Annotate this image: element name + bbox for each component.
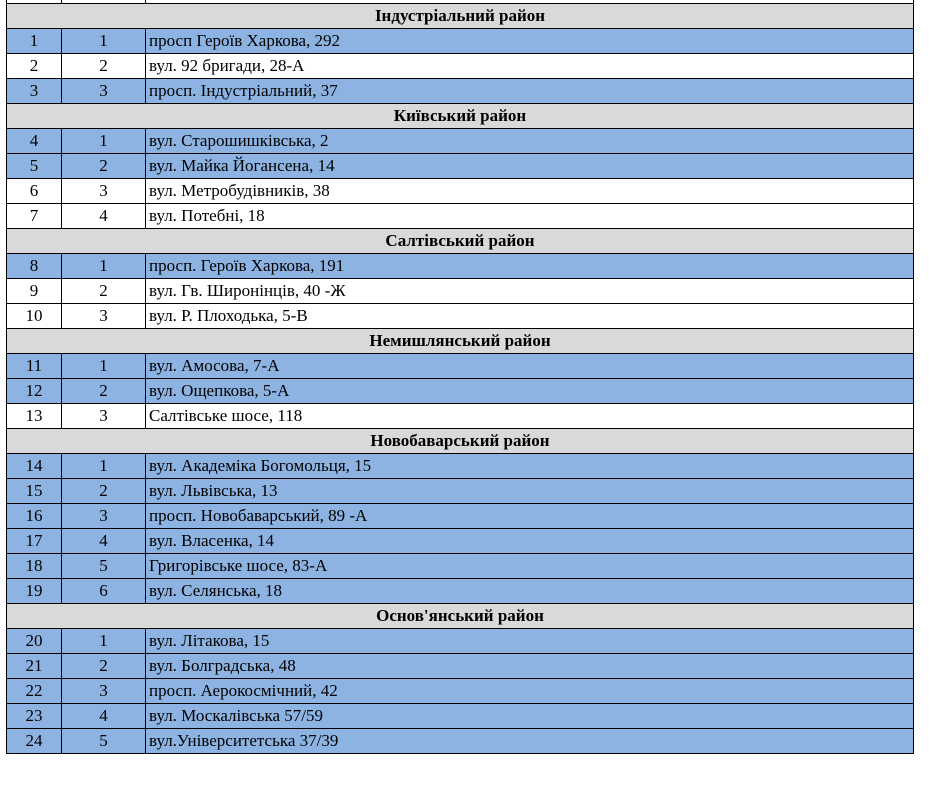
table-row [7,629,914,654]
row-number: 17 [7,529,62,554]
row-number: 20 [7,629,62,654]
address-cell: вул. Ощепкова, 5-А [146,379,914,404]
row-number: 12 [7,379,62,404]
district-index: 2 [62,654,146,679]
address-cell: просп Героїв Харкова, 292 [146,29,914,54]
district-index: 3 [62,304,146,329]
district-index: 2 [62,479,146,504]
row-number: 24 [7,729,62,754]
table-row [7,179,914,204]
row-number: 7 [7,204,62,229]
address-table-body [7,0,914,754]
address-cell: вул. Болградська, 48 [146,654,914,679]
row-number: 5 [7,154,62,179]
row-number: 10 [7,304,62,329]
district-index: 1 [62,629,146,654]
row-number: 3 [7,79,62,104]
row-number: 15 [7,479,62,504]
address-cell: вул. Селянська, 18 [146,579,914,604]
district-index: 4 [62,204,146,229]
table-row [7,554,914,579]
row-number: 13 [7,404,62,429]
table-row [7,654,914,679]
table-row [7,129,914,154]
address-table [6,0,914,754]
table-row [7,679,914,704]
address-cell: вул.Університетська 37/39 [146,729,914,754]
table-row [7,479,914,504]
district-header-row [7,104,914,129]
row-number: 21 [7,654,62,679]
row-number: 11 [7,354,62,379]
address-cell: просп. Індустріальний, 37 [146,79,914,104]
district-index: 4 [62,529,146,554]
district-index: 3 [62,679,146,704]
row-number: 18 [7,554,62,579]
address-cell: Салтівське шосе, 118 [146,404,914,429]
table-row [7,254,914,279]
district-index: 1 [62,29,146,54]
table-row [7,79,914,104]
district-header-row [7,4,914,29]
district-index: 5 [62,729,146,754]
row-number: 14 [7,454,62,479]
address-cell: вул. Гв. Широнінців, 40 -Ж [146,279,914,304]
address-cell: вул. Метробудівників, 38 [146,179,914,204]
district-name: Київський район [7,104,914,129]
table-row [7,154,914,179]
district-name: Новобаварський район [7,429,914,454]
district-index: 1 [62,129,146,154]
district-header-row [7,329,914,354]
table-row [7,29,914,54]
table-row [7,304,914,329]
row-number: 1 [7,29,62,54]
address-cell: вул. Старошишківська, 2 [146,129,914,154]
table-row [7,354,914,379]
district-index: 5 [62,554,146,579]
district-name: Основ'янський район [7,604,914,629]
district-index: 3 [62,404,146,429]
address-cell: вул. 92 бригади, 28-А [146,54,914,79]
district-index: 2 [62,154,146,179]
row-number: 23 [7,704,62,729]
address-cell: вул. Амосова, 7-А [146,354,914,379]
district-index: 3 [62,179,146,204]
table-row [7,379,914,404]
row-number: 19 [7,579,62,604]
district-index: 1 [62,454,146,479]
district-name: Салтівський район [7,229,914,254]
address-table-sheet [6,0,913,754]
row-number: 9 [7,279,62,304]
table-row [7,404,914,429]
table-row [7,529,914,554]
address-cell: вул. Потебні, 18 [146,204,914,229]
district-name: Індустріальний район [7,4,914,29]
address-cell: просп. Героїв Харкова, 191 [146,254,914,279]
district-index: 3 [62,79,146,104]
row-number: 16 [7,504,62,529]
district-index: 1 [62,354,146,379]
row-number: 4 [7,129,62,154]
district-header-row [7,229,914,254]
district-index: 2 [62,54,146,79]
district-header-row [7,429,914,454]
address-cell: вул. Р. Плоходька, 5-В [146,304,914,329]
row-number: 22 [7,679,62,704]
district-name: Немишлянський район [7,329,914,354]
table-row [7,279,914,304]
table-row [7,204,914,229]
address-cell: вул. Літакова, 15 [146,629,914,654]
district-index: 2 [62,279,146,304]
row-number: 6 [7,179,62,204]
address-cell: просп. Новобаварський, 89 -А [146,504,914,529]
address-cell: Григорівське шосе, 83-А [146,554,914,579]
address-cell: вул. Академіка Богомольця, 15 [146,454,914,479]
district-index: 2 [62,379,146,404]
row-number: 8 [7,254,62,279]
district-header-row [7,604,914,629]
address-cell: вул. Москалівська 57/59 [146,704,914,729]
district-index: 6 [62,579,146,604]
address-cell: вул. Власенка, 14 [146,529,914,554]
table-row [7,454,914,479]
district-index: 1 [62,254,146,279]
district-index: 4 [62,704,146,729]
table-row [7,704,914,729]
address-cell: вул. Львівська, 13 [146,479,914,504]
district-index: 3 [62,504,146,529]
row-number: 2 [7,54,62,79]
table-row [7,579,914,604]
table-row [7,729,914,754]
table-row [7,54,914,79]
address-cell: вул. Майка Йогансена, 14 [146,154,914,179]
table-row [7,504,914,529]
address-cell: просп. Аерокосмічний, 42 [146,679,914,704]
